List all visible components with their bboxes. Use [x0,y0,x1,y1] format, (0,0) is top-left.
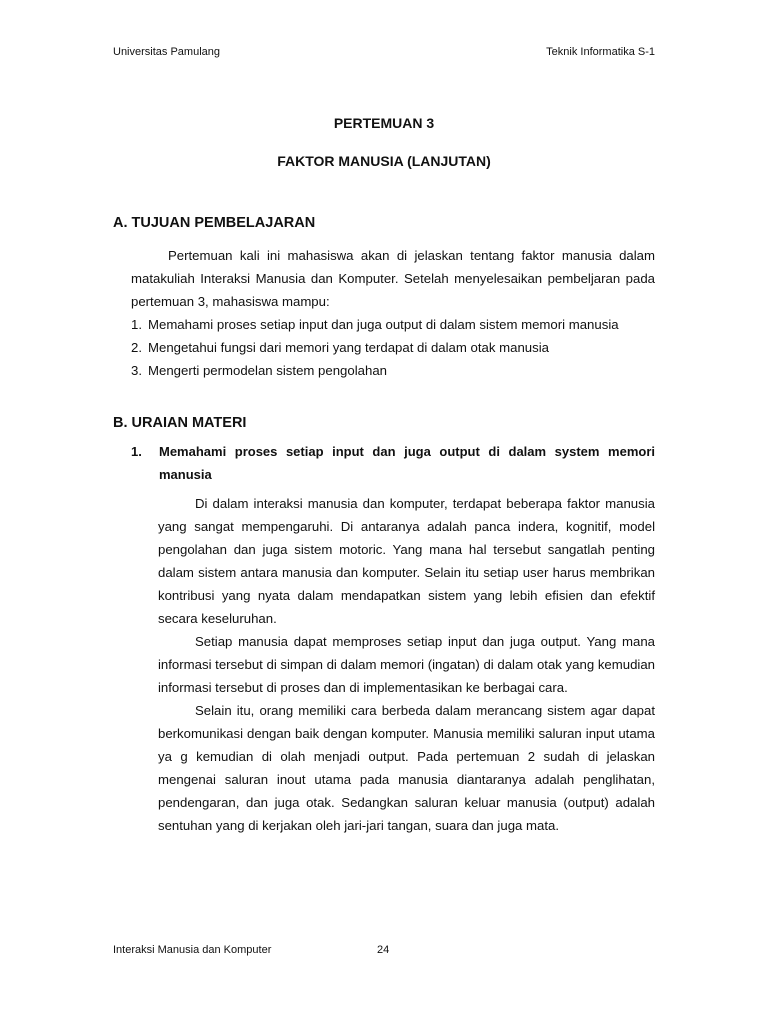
subsection-heading [131,440,655,486]
list-item-text: Mengerti permodelan sistem pengolahan [148,363,387,378]
section-a-intro [131,244,655,313]
objectives-list [131,313,655,382]
body-paragraph: Selain itu, orang memiliki cara berbeda dalam merancang sistem agar dapat berkomunikasi dengan baik dengan komputer. Manusia memiliki saluran input utama ya g kemudian di olah menjadi output. Pada pertemuan 2 sudah di jelaskan mengenai saluran inout utama pada manusia diantaranya adalah penglihatan, pendengaran, dan juga otak. Sedangkan saluran keluar manusia (output) adalah sentuhan yang di kerjakan oleh jari-jari tangan, suara dan juga mata. [158,703,655,833]
header-university: Universitas Pamulang [113,46,220,58]
section-b-heading: B. URAIAN MATERI [113,415,247,431]
list-item [131,313,655,336]
chapter-title: FAKTOR MANUSIA (LANJUTAN) [277,153,491,169]
list-item-number: 2. [131,340,142,355]
header-program: Teknik Informatika S-1 [546,46,655,58]
subsection-number: 1. [131,444,142,459]
body-paragraph: Setiap manusia dapat memproses setiap input dan juga output. Yang mana informasi tersebut di simpan di dalam memori (ingatan) di dalam otak yang kemudian informasi tersebut di proses dan di implementasikan ke berbagai cara. [158,634,655,695]
body-paragraph: Di dalam interaksi manusia dan komputer, terdapat beberapa faktor manusia yang sangat mempengaruhi. Di antaranya adalah panca indera, kognitif, model pengolahan dan juga sistem motoric. Yang mana hal tersebut sangatlah penting dalam sistem antara manusia dan komputer. Selain itu setiap user harus membrikan kontribusi yang nyata dalam mendapatkan sistem yang lebih efisien dan efektif secara keseluruhan. [158,496,655,626]
intro-paragraph: Pertemuan kali ini mahasiswa akan di jelaskan tentang faktor manusia dalam matakuliah Interaksi Manusia dan Komputer. Setelah menyelesaikan pembeljaran pada pertemuan 3, mahasiswa mampu: [131,248,655,309]
meeting-title: PERTEMUAN 3 [333,115,435,131]
list-item [131,336,655,359]
page-number: 24 [377,944,390,956]
section-b-body [158,492,655,837]
list-item-number: 3. [131,363,142,378]
list-item [131,359,655,382]
list-item-text: Memahami proses setiap input dan juga output di dalam sistem memori manusia [148,317,619,332]
list-item-text: Mengetahui fungsi dari memori yang terdapat di dalam otak manusia [148,340,549,355]
subsection-title: Memahami proses setiap input dan juga output di dalam system memori manusia [159,444,655,482]
list-item-number: 1. [131,317,142,332]
section-a-heading: A. TUJUAN PEMBELAJARAN [113,215,316,231]
footer-course: Interaksi Manusia dan Komputer [113,944,272,956]
